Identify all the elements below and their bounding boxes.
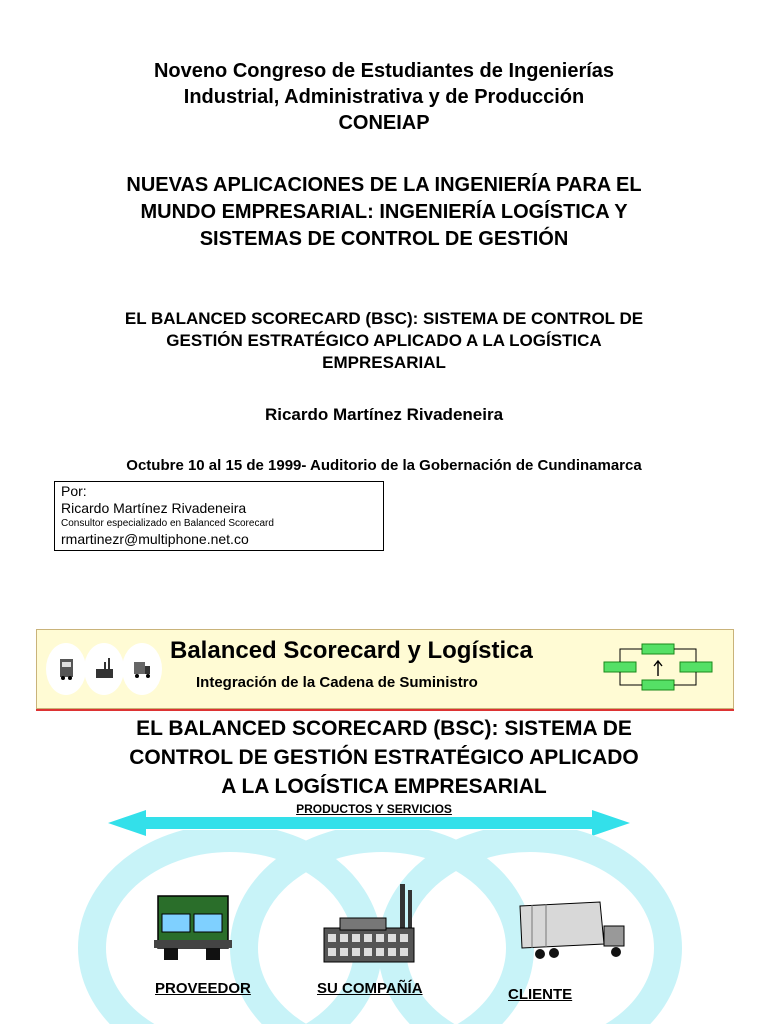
info-role: Consultor especializado en Balanced Scorecard xyxy=(61,518,274,529)
paper-title-line: EL BALANCED SCORECARD (BSC): SISTEMA DE CONTROL DE xyxy=(124,309,644,328)
banner-divider xyxy=(36,709,734,711)
client-label: CLIENTE xyxy=(508,986,573,1003)
truck-icon xyxy=(60,659,73,680)
cycle-diagram-icon xyxy=(600,640,716,696)
theme-title-line: SISTEMAS DE CONTROL DE GESTIÓN xyxy=(199,228,569,250)
slide-title-line: CONTROL DE GESTIÓN ESTRATÉGICO APLICADO xyxy=(129,746,639,769)
supplier-label: PROVEEDOR xyxy=(155,980,251,997)
theme-title-line: MUNDO EMPRESARIAL: INGENIERÍA LOGÍSTICA Y xyxy=(140,201,628,223)
trailer-truck-icon xyxy=(520,902,624,959)
theme-title xyxy=(30,172,738,253)
theme-title-line: NUEVAS APLICACIONES DE LA INGENIERÍA PARA EL xyxy=(126,174,642,196)
paper-title-line: EMPRESARIAL xyxy=(322,353,446,372)
logistics-icons xyxy=(46,641,166,697)
author-info-box xyxy=(54,481,384,551)
info-name: Ricardo Martínez Rivadeneira xyxy=(61,500,247,516)
congress-title-line: Noveno Congreso de Estudiantes de Ingenierías xyxy=(153,60,615,82)
info-email[interactable]: rmartinezr@multiphone.net.co xyxy=(61,531,249,547)
paper-title-line: GESTIÓN ESTRATÉGICO APLICADO A LA LOGÍSTICA xyxy=(166,331,602,350)
congress-title xyxy=(0,58,768,136)
paper-title xyxy=(40,308,728,374)
flow-label: PRODUCTOS Y SERVICIOS xyxy=(296,802,452,816)
slide-title xyxy=(40,714,728,801)
author-name: Ricardo Martínez Rivadeneira xyxy=(264,405,504,424)
date-venue: Octubre 10 al 15 de 1999- Auditorio de la Gobernación de Cundinamarca xyxy=(126,457,642,474)
slide-title-line: A LA LOGÍSTICA EMPRESARIAL xyxy=(221,775,547,798)
congress-title-line: CONEIAP xyxy=(338,112,430,134)
banner-subtitle: Integración de la Cadena de Suministro xyxy=(196,674,478,691)
banner-title: Balanced Scorecard y Logística xyxy=(170,637,533,664)
congress-title-line: Industrial, Administrativa y de Producción xyxy=(183,86,585,108)
info-by-label: Por: xyxy=(61,483,87,499)
slide-title-line: EL BALANCED SCORECARD (BSC): SISTEMA DE xyxy=(136,717,632,740)
company-label: SU COMPAÑÍA xyxy=(317,980,423,997)
truck-icon xyxy=(154,896,232,960)
